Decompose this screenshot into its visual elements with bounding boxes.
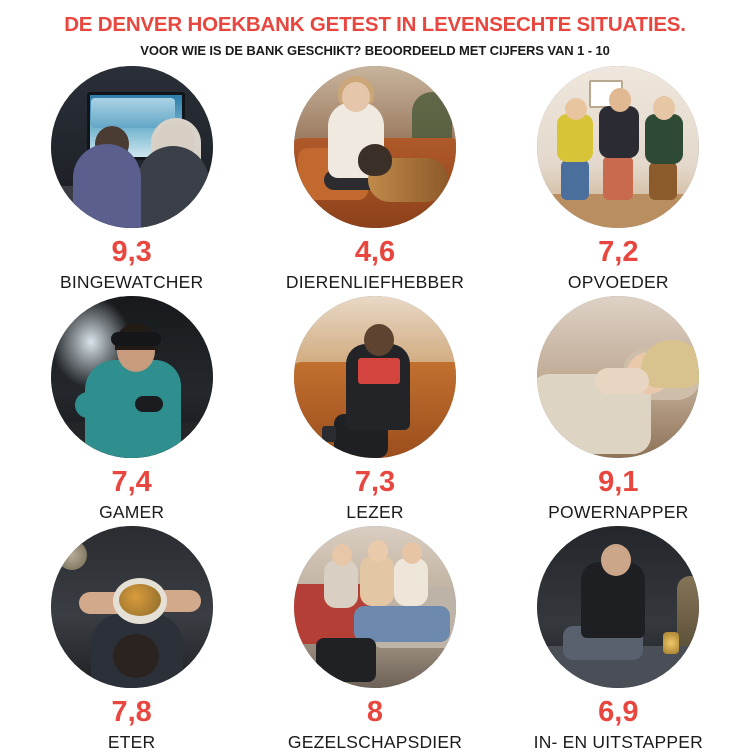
category-label: ETER (107, 731, 156, 752)
score-value: 7,4 (111, 465, 152, 498)
rating-cell (497, 66, 740, 296)
rating-cell (253, 66, 496, 296)
category-label: OPVOEDER (567, 271, 669, 292)
score-value: 7,8 (111, 695, 152, 728)
category-label: GEZELSCHAPSDIER (287, 731, 463, 752)
page-title: DE DENVER HOEKBANK GETEST IN LEVENSECHTE SITUATIES. (64, 13, 686, 36)
rating-cell (253, 526, 496, 756)
score-value: 4,6 (354, 235, 396, 268)
photo-lezer (294, 296, 456, 458)
rating-cell (253, 296, 496, 526)
score-value: 8 (366, 695, 384, 728)
photo-gamer (51, 296, 213, 458)
photo-opvoeder (537, 66, 699, 228)
category-label: POWERNAPPER (548, 501, 689, 522)
score-value: 7,2 (598, 235, 639, 268)
category-label: IN- EN UITSTAPPER (533, 731, 703, 752)
rating-cell (497, 296, 740, 526)
photo-in-en-uitstapper (537, 526, 699, 688)
photo-gezelschapsdier (294, 526, 456, 688)
rating-cell (10, 296, 253, 526)
rating-cell (10, 66, 253, 296)
category-label: BINGEWATCHER (59, 271, 204, 292)
photo-eter (51, 526, 213, 688)
photo-bingewatcher (51, 66, 213, 228)
photo-dierenliefhebber (294, 66, 456, 228)
score-value: 7,3 (354, 465, 396, 498)
score-value: 9,1 (598, 465, 639, 498)
category-label: GAMER (99, 501, 165, 522)
category-label: LEZER (346, 501, 404, 522)
score-value: 9,3 (111, 235, 152, 268)
rating-cell (497, 526, 740, 756)
category-label: DIERENLIEFHEBBER (285, 271, 465, 292)
header (10, 0, 740, 58)
photo-powernapper (537, 296, 699, 458)
page-subtitle: VOOR WIE IS DE BANK GESCHIKT? BEOORDEELD MET CIJFERS VAN 1 - 10 (140, 42, 610, 58)
rating-grid (10, 66, 740, 756)
score-value: 6,9 (598, 695, 639, 728)
rating-cell (10, 526, 253, 756)
